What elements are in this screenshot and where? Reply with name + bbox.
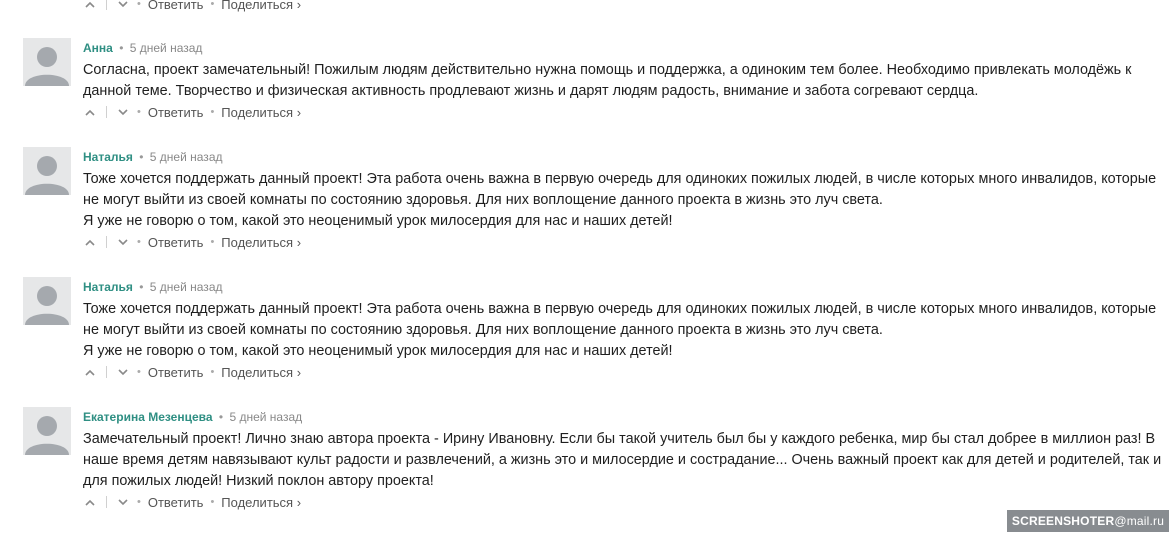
separator-dot: • <box>137 106 141 118</box>
downvote-icon[interactable] <box>116 495 130 509</box>
avatar[interactable] <box>23 38 71 86</box>
separator-dot: • <box>210 236 215 248</box>
separator-dot: • <box>137 366 141 378</box>
watermark-left: SCREENSHOTER <box>1011 514 1115 528</box>
comment-actions <box>83 362 301 382</box>
downvote-icon[interactable] <box>116 105 130 119</box>
downvote-icon[interactable] <box>116 0 130 11</box>
author-name[interactable]: Наталья <box>83 280 133 294</box>
vote-divider <box>106 366 107 378</box>
share-link[interactable]: Поделиться › <box>221 494 302 510</box>
comment-time[interactable]: 5 дней назад <box>149 150 223 164</box>
share-link[interactable]: Поделиться › <box>221 234 302 250</box>
user-placeholder-icon <box>23 277 71 325</box>
separator-dot: • <box>137 496 141 508</box>
comment-meta <box>83 149 223 165</box>
comment-actions <box>83 102 301 122</box>
share-link[interactable]: Поделиться › <box>221 364 302 380</box>
downvote-icon[interactable] <box>116 235 130 249</box>
screenshoter-watermark <box>1007 510 1169 532</box>
user-placeholder-icon <box>23 147 71 195</box>
comment-paragraph: Я уже не говорю о том, какой это неоценимый урок милосердия для нас и наших детей! <box>83 213 673 229</box>
comment-paragraph: Тоже хочется поддержать данный проект! Эта работа очень важна в первую очередь для одиноких пожилых людей, в числе которых много инвалидов, которые не могут выйти из своей комнаты по состоянию здоровья. Для них воплощение данного проекта в жизнь это луч света. <box>83 301 1157 338</box>
reply-link[interactable]: Ответить <box>147 234 204 250</box>
comment-paragraph: Согласна, проект замечательный! Пожилым людям действительно нужна помощь и поддержка, а одиноким тем более. Необходимо привлекать молодёжь к данной теме. Творчество и физическая активность продлевают жизнь и дарят людям радость, внимание и забота согревают сердца. <box>83 62 1132 99</box>
comment-item <box>23 407 1173 492</box>
comment-text <box>83 60 1168 102</box>
separator-dot: • <box>210 106 215 118</box>
reply-link[interactable]: Ответить <box>147 364 204 380</box>
user-placeholder-icon <box>23 38 71 86</box>
separator-dot: • <box>139 150 144 164</box>
upvote-icon[interactable] <box>83 105 97 119</box>
comment-text <box>83 299 1168 362</box>
separator-dot: • <box>218 410 224 424</box>
comment-time[interactable]: 5 дней назад <box>229 410 303 424</box>
user-placeholder-icon <box>23 407 71 455</box>
share-link[interactable]: Поделиться › <box>221 104 302 120</box>
reply-link[interactable]: Ответить <box>147 104 204 120</box>
separator-dot: • <box>137 236 141 248</box>
comment-item <box>23 147 1173 232</box>
vote-divider <box>106 496 107 508</box>
comment-meta <box>83 409 302 425</box>
comment-time[interactable]: 5 дней назад <box>149 280 223 294</box>
comment-actions <box>83 492 301 512</box>
comment-actions <box>83 232 301 252</box>
upvote-icon[interactable] <box>83 495 97 509</box>
author-name[interactable]: Наталья <box>83 150 133 164</box>
vote-divider <box>106 106 107 118</box>
vote-divider <box>106 236 107 248</box>
vote-divider <box>106 0 107 10</box>
comment-paragraph: Я уже не говорю о том, какой это неоценимый урок милосердия для нас и наших детей! <box>83 343 673 359</box>
author-name[interactable]: Анна <box>83 41 113 55</box>
separator-dot: • <box>137 0 141 10</box>
avatar[interactable] <box>23 277 71 325</box>
comment-item <box>23 277 1173 362</box>
comment-text <box>83 429 1168 492</box>
comment-meta <box>83 279 223 295</box>
author-name[interactable]: Екатерина Мезенцева <box>83 410 213 424</box>
downvote-icon[interactable] <box>116 365 130 379</box>
avatar[interactable] <box>23 407 71 455</box>
comment-paragraph: Замечательный проект! Лично знаю автора проекта - Ирину Ивановну. Если бы такой учитель был бы у каждого ребенка, мир бы стал добрее в миллион раз! В наше время детям навязывают культ радости и развлечений, а жизнь это и милосердие и сострадание... Очень важный проект как для детей и родителей, так и для пожилых людей! Низкий поклон автору проекта! <box>83 431 1162 489</box>
upvote-icon[interactable] <box>83 365 97 379</box>
reply-link[interactable]: Ответить <box>147 494 204 510</box>
watermark-right: @mail.ru <box>1114 514 1165 528</box>
comment-meta <box>83 40 202 56</box>
share-link[interactable]: Поделиться › <box>221 0 302 12</box>
comment-time[interactable]: 5 дней назад <box>129 41 203 55</box>
separator-dot: • <box>119 41 124 55</box>
upvote-icon[interactable] <box>83 0 97 11</box>
separator-dot: • <box>210 366 215 378</box>
separator-dot: • <box>139 280 144 294</box>
avatar[interactable] <box>23 147 71 195</box>
separator-dot: • <box>210 496 215 508</box>
comment-actions <box>83 0 301 14</box>
comment-paragraph: Тоже хочется поддержать данный проект! Эта работа очень важна в первую очередь для одиноких пожилых людей, в числе которых много инвалидов, которые не могут выйти из своей комнаты по состоянию здоровья. Для них воплощение данного проекта в жизнь это луч света. <box>83 171 1157 208</box>
separator-dot: • <box>210 0 215 10</box>
reply-link[interactable]: Ответить <box>147 0 204 12</box>
upvote-icon[interactable] <box>83 235 97 249</box>
comment-text <box>83 169 1168 232</box>
